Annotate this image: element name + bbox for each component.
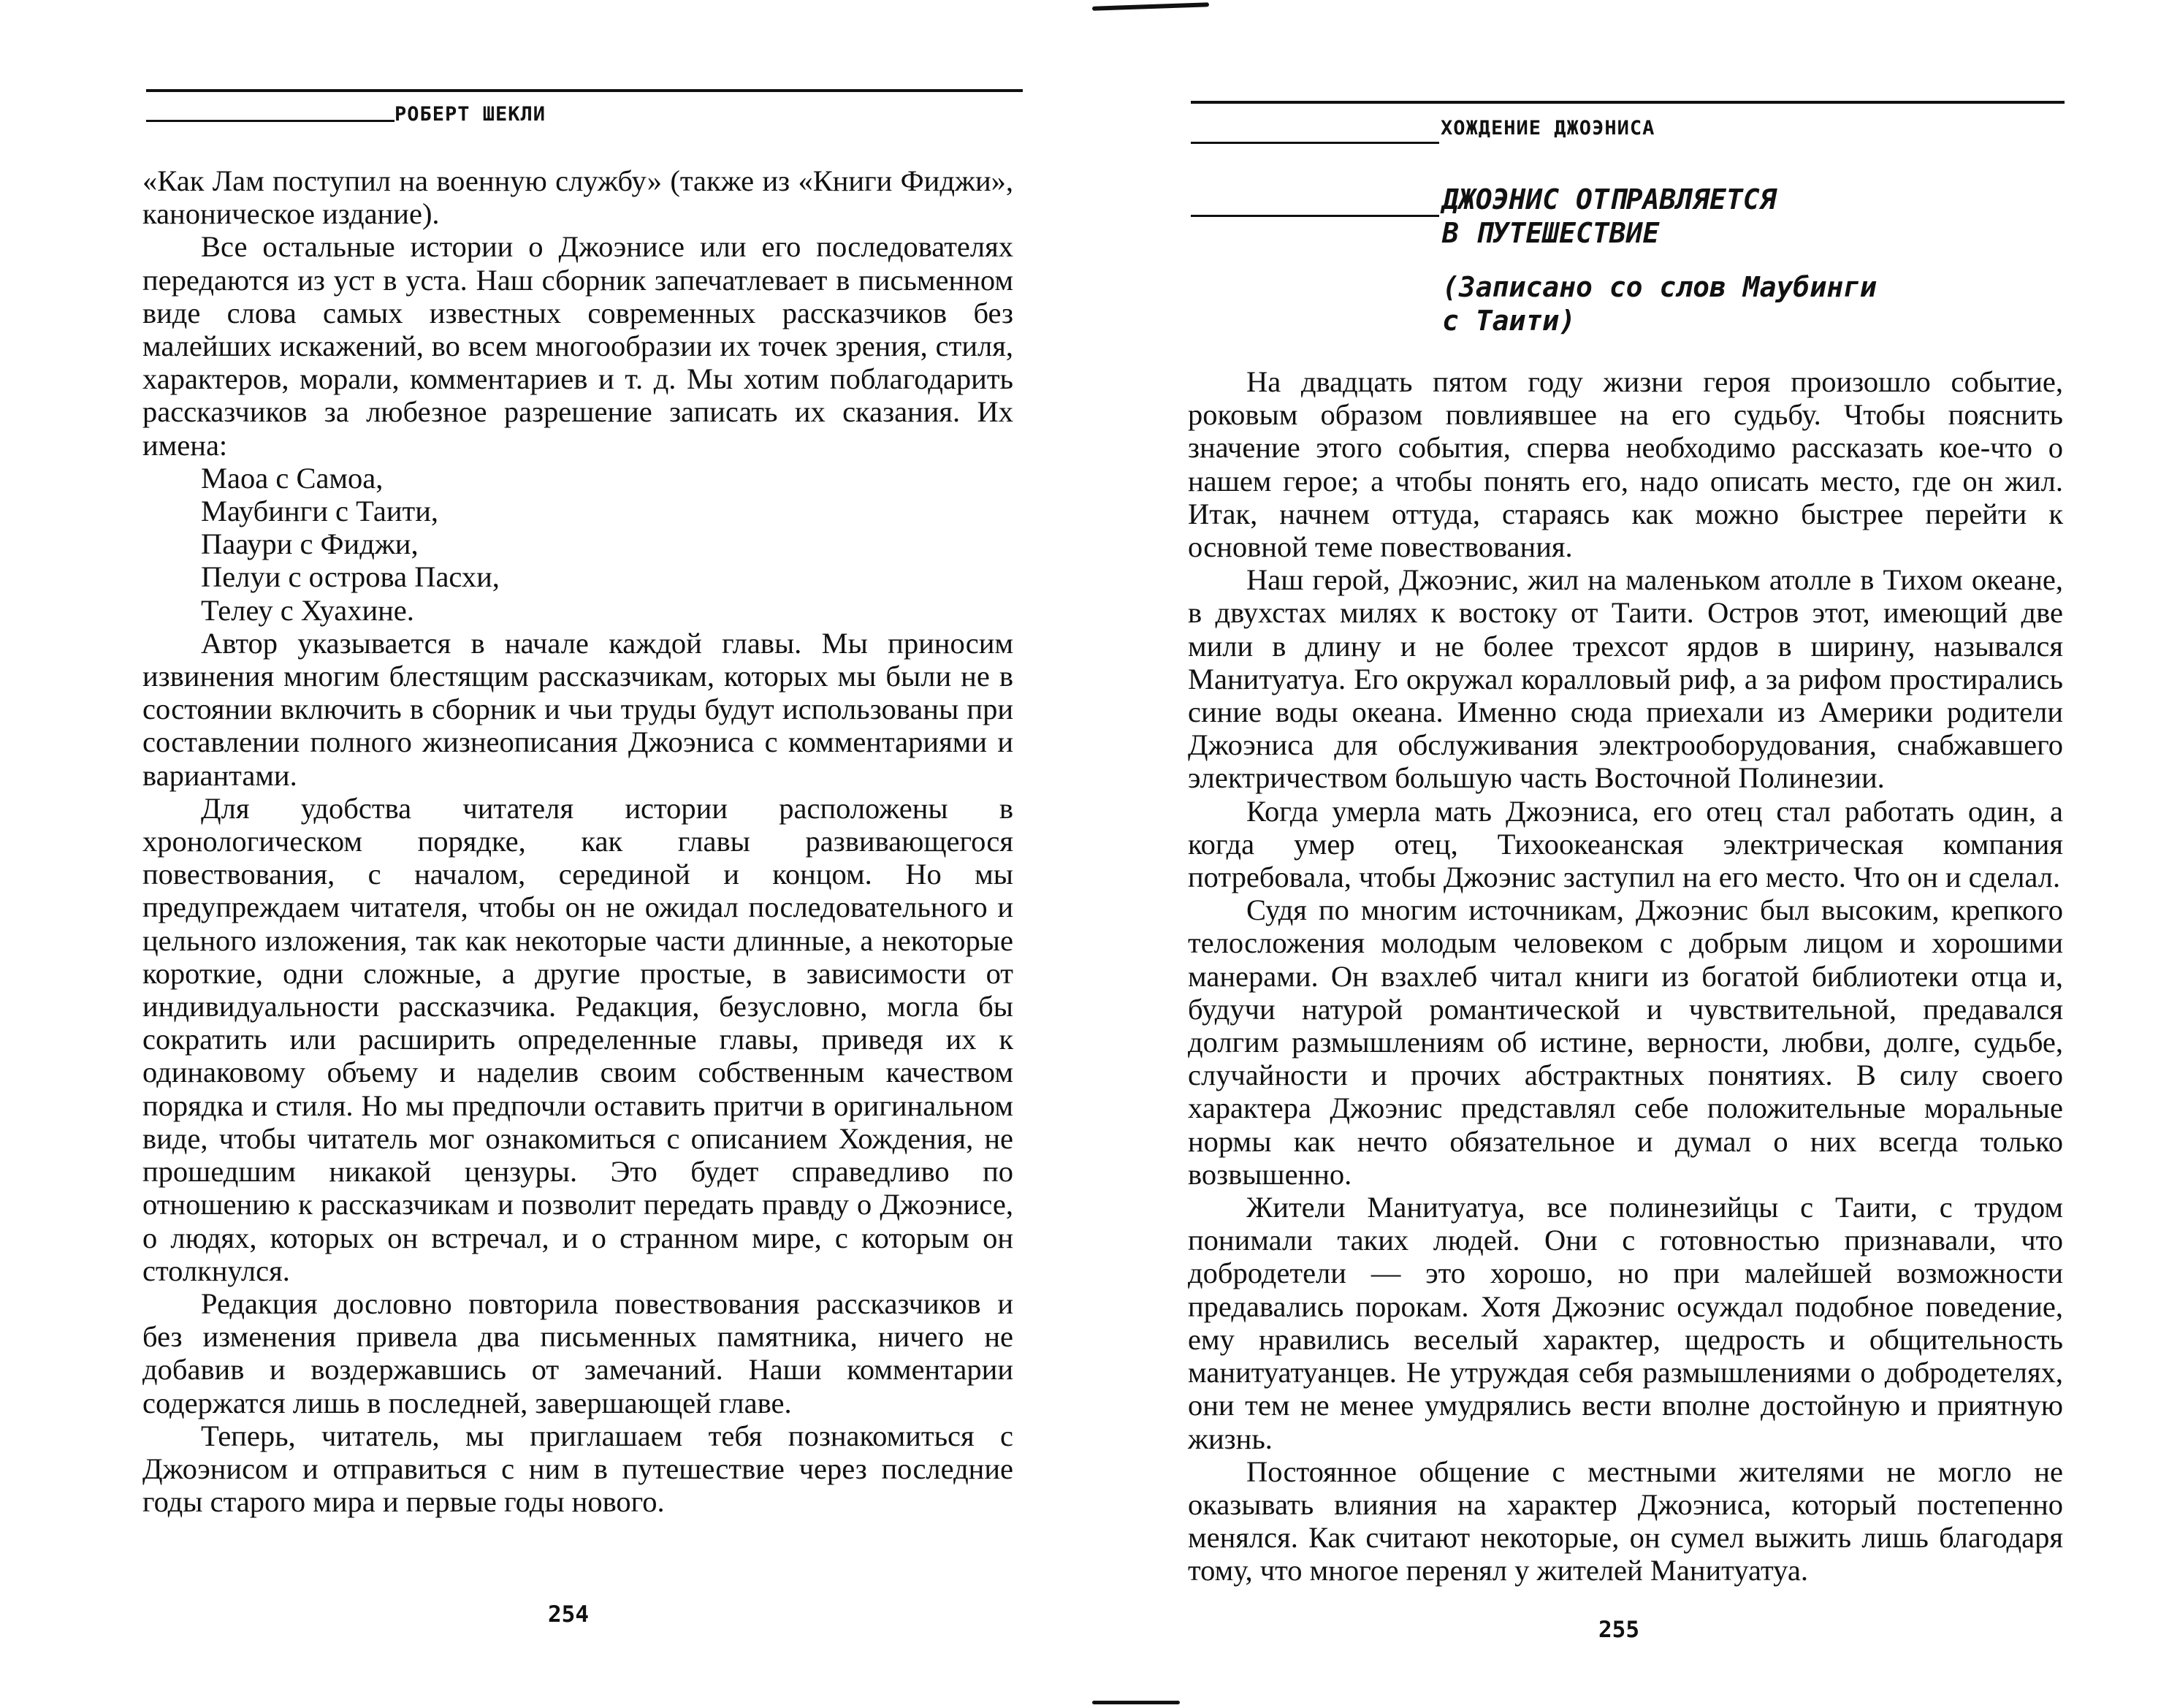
- paragraph: Судя по многим источникам, Джоэнис был высоким, крепкого телосложения молодым человеком с добрым лицом и хорошими манерами. Он взахлеб читал книги из богатой библиотеки отца и, будучи натурой романтической и чувствительной, предавался долгим размышлениям об истине, верности, любви, долге, судьбе, случайности и прочих абстрактных понятиях. В силу своего характера Джоэнис представлял себе положительные моральные нормы как нечто обязательное и думал о них всегда только возвышенно.: [1188, 893, 2063, 1191]
- paragraph: Когда умерла мать Джоэниса, его отец стал работать один, а когда умер отец, Тихоокеанская электрическая компания потребовала, чтобы Джоэнис заступил на его место. Что он и сделал.: [1188, 794, 2063, 894]
- narrator-name: Маоа с Самоа,: [201, 461, 384, 495]
- scan-artifact-bottom: [1092, 1701, 1180, 1704]
- left-body-text: [142, 164, 1013, 1518]
- page-number: 255: [1598, 1617, 1639, 1643]
- narrator-name: Пелуи с острова Пасхи,: [201, 560, 500, 594]
- narrator-name: Телеу с Хуахине.: [201, 593, 414, 627]
- chapter-title: ДЖОЭНИС ОТПРАВЛЯЕТСЯ В ПУТЕШЕСТВИЕ: [1442, 183, 1777, 249]
- paragraph: Постоянное общение с местными жителями не могло не оказывать влияния на характер Джоэниса, который постепенно менялся. Как считают некоторые, он сумел выжить лишь благодаря тому, что многое перенял у жителей Манитуатуа.: [1188, 1455, 2063, 1587]
- paragraph: Все остальные истории о Джоэнисе или его последователях передаются из уст в уста. Наш сборник запечатлевает в письменном виде слова самых известных современных рассказчиков без малейших искажений, во всем многообразии их точек зрения, стиля, характеров, морали, комментариев и т. д. Мы хотим поблагодарить рассказчиков за любезное разрешение записать их сказания. Их имена:: [142, 230, 1013, 462]
- header-top-rule: [1191, 101, 2065, 104]
- paragraph: Наш герой, Джоэнис, жил на маленьком атолле в Тихом океане, в двухстах милях к востоку от Таити. Остров этот, имеющий две мили в длину и не более трехсот ярдов в ширину, назывался Манитуатуа. Его окружал коралловый риф, а за рифом простирались синие воды океана. Именно сюда приехали из Америки родители Джоэниса для обслуживания электрооборудования, снабжавшего электричеством большую часть Восточной Полинезии.: [1188, 563, 2063, 795]
- right-page: [1084, 0, 2169, 1708]
- header-top-rule: [146, 89, 1023, 92]
- paragraph: Для удобства читателя истории расположены в хронологическом порядке, как главы развивающегося повествования, с началом, серединой и концом. Но мы предупреждаем читателя, чтобы он не ожидал последовательного и цельного изложения, так как некоторые части длинные, а некоторые короткие, одни сложные, а другие простые, в зависимости от индивидуальности рассказчика. Редакция, безусловно, могла бы сократить или расширить определенные главы, приведя их к одинаковому объему и наделив своим собственным качеством порядка и стиля. Но мы предпочли оставить притчи в оригинальном виде, чтобы читатель мог ознакомиться с описанием Хождения, не прошедшим никакой цензуры. Это будет справедливо по отношению к рассказчикам и позволит передать правду о Джоэнисе, о людях, которых он встречал, и о странном мире, с которым он столкнулся.: [142, 791, 1013, 1287]
- paragraph: Теперь, читатель, мы приглашаем тебя познакомиться с Джоэнисом и отправиться с ним в путешествие через последние годы старого мира и первые годы нового.: [142, 1419, 1013, 1519]
- narrator-name: Маубинги с Таити,: [201, 495, 438, 528]
- paragraph: Жители Манитуатуа, все полинезийцы с Таити, с трудом понимали таких людей. Они с готовностью признавали, что добродетели — это хорошо, но при малейшей возможности предавались порокам. Хотя Джоэнис осуждал подобное поведение, ему нравились веселый характер, щедрость и общительность манитуатуанцев. Не утруждая себя размышлениями о добродетелях, они тем не менее умудрялись вести вполне достойную и приятную жизнь.: [1188, 1191, 2063, 1455]
- left-page: [0, 0, 1084, 1708]
- header-lead-rule: [1191, 142, 1439, 144]
- narrator-name: Пааури с Фиджи,: [201, 527, 419, 561]
- running-header: ХОЖДЕНИЕ ДЖОЭНИСА: [1441, 117, 1655, 140]
- paragraph: На двадцать пятом году жизни героя произошло событие, роковым образом повлиявшее на его судьбу. Чтобы пояснить значение этого события, сперва необходимо рассказать кое-что о нашем герое; а чтобы понять его, надо описать место, где он жил. Итак, начнем оттуда, стараясь как можно быстрее перейти к основной теме повествования.: [1188, 365, 2063, 564]
- right-body-text: [1188, 365, 2063, 1587]
- narrator-list: [142, 462, 1013, 627]
- chapter-lead-rule: [1191, 215, 1439, 217]
- chapter-subtitle: (Записано со слов Маубинги с Таити): [1442, 271, 1877, 337]
- paragraph: Автор указывается в начале каждой главы. Мы приносим извинения многим блестящим рассказчикам, которых мы были не в состоянии включить в сборник и чьи труды будут использованы при составлении полного жизнеописания Джоэниса с комментариями и вариантами.: [142, 626, 1013, 792]
- running-header: РОБЕРТ ШЕКЛИ: [394, 103, 546, 126]
- paragraph: «Как Лам поступил на военную службу» (также из «Книги Фиджи», каноническое издание).: [142, 164, 1013, 231]
- header-lead-rule: [146, 120, 394, 122]
- paragraph: Редакция дословно повторила повествования рассказчиков и без изменения привела два письменных памятника, ничего не добавив и воздержавшись от замечаний. Наши комментарии содержатся лишь в последней, завершающей главе.: [142, 1286, 1013, 1419]
- page-number: 254: [548, 1601, 589, 1628]
